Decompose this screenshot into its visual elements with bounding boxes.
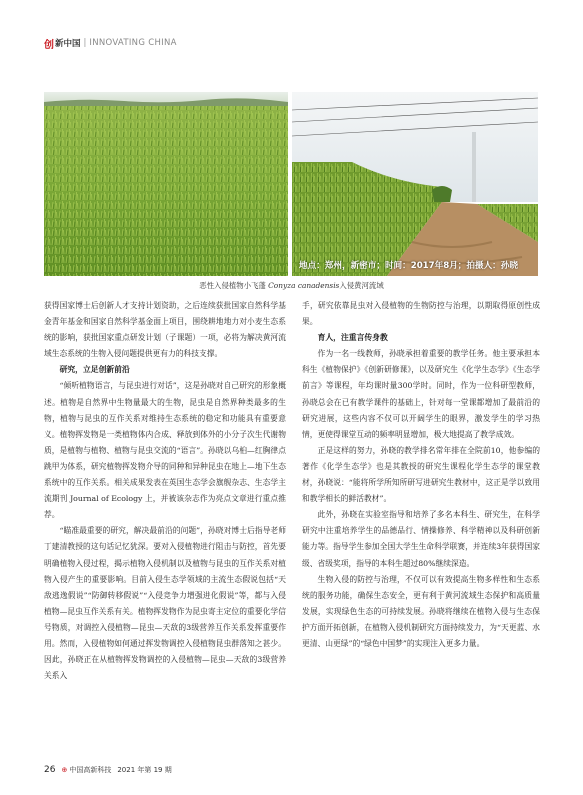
paragraph: 手，研究依靠昆虫对入侵植物的生物防控与治理，以期取得原创性成果。: [302, 301, 540, 327]
section-heading: 育人，注重言传身教: [317, 333, 388, 343]
caption-chinese-suffix: 入侵黄河流域: [339, 281, 384, 290]
caption-chinese-prefix: 恶性入侵植物小飞蓬: [199, 281, 269, 290]
page-footer: [44, 765, 172, 775]
section-heading: 研究，立足创新前沿: [59, 365, 130, 375]
paragraph: 生物入侵的防控与治理，不仅可以有效提高生物多样性和生态系统的服务功能，确保生态安全，更有利于黄河流域生态保护和高质量发展，实现绿色生态的可持续发展。孙晓将继续在植物入侵与生态保护方面开拓创新，在植物入侵机制研究方面持续发力，为“天更蓝、水更清、山更绿”的“绿色中国梦”的实现注入更多力量。: [302, 574, 540, 648]
page-header: [44, 36, 177, 50]
photo-roadside-invasion: [292, 92, 538, 276]
brand-separator: |: [83, 38, 87, 48]
article-left-column: [44, 298, 286, 684]
photo-credit: 地点：郑州，新密市；时间：2017年8月；拍摄人：孙晓: [299, 261, 518, 271]
paragraph: “瞄准最重要的研究，解决最前沿的问题”，孙晓对博士后指导老师丁建清教授的这句话记忆犹深。要对入侵植物进行阻击与防控，首先要明确植物入侵过程，揭示植物入侵机制以及植物与昆虫的互作关系对植物入侵产生的重要影响。目前入侵生态学领域的主流生态假说包括“天敌逃逸假说”“防御转移假说”“入侵竞争力增强进化假说”等，都与入侵植物—昆虫互作关系有关。植物挥发物作为昆虫寄主定位的重要化学信号物质，对调控入侵植物—昆虫—天敌的3级营养互作关系发挥重要作用。然而，入侵植物如何通过挥发物调控入侵植物昆虫群落知之甚少。因此，孙晓正在从植物挥发物调控的入侵植物—昆虫—天敌的3级营养关系入: [44, 526, 286, 681]
paragraph: 作为一名一线教师，孙晓承担着重要的教学任务。他主要承担本科生《植物保护》《创新研修课》，以及研究生《化学生态学》《生态学前言》等课程，年均课时量300学时。同时，作为一位科研型教师，孙晓总会在已有教学课件的基础上，针对每一堂课都增加了最前沿的研究进展，这些内容不仅可以开阔学生的眼界，激发学生的学习热情，更使得课堂互动的频率明显增加，极大地提高了教学成效。: [302, 349, 540, 439]
paragraph: 获得国家博士后创新人才支持计划资助，之后连续获批国家自然科学基金青年基金和国家自然科学基金面上项目，围绕耕地地力对小麦生态系统的影响，获批国家重点研发计划（子课题）一项，必将为解决黄河流域生态系统的生物入侵问题提供更有力的科技支撑。: [44, 301, 286, 359]
journal-issue: 2021 年第 19 期: [117, 766, 172, 774]
photo-conyza-field: [44, 92, 288, 276]
brand-logo-mark: 创: [44, 39, 54, 51]
brand-name: 新中国: [55, 39, 81, 49]
paragraph: 正是这样的努力，孙晓的教学排名常年排在全院前10，他参编的著作《化学生态学》也是其教授的研究生课程化学生态学的课堂教材，孙晓说：“能将所学所知所研写进研究生教材中，这正是学以致用和教学相长的鲜活教材”。: [302, 445, 540, 504]
figure-caption: [0, 280, 583, 291]
paragraph: 此外，孙晓在实验室指导和培养了多名本科生、研究生，在科学研究中注重培养学生的品德品行、情操修养、科学精神以及科研创新能力等。指导学生参加全国大学生生命科学联赛，并连续3年获得国家级、省级奖项，指导的本科生超过80%继续深造。: [302, 510, 540, 568]
journal-name: 中国高新科技: [69, 766, 112, 774]
caption-latin-name: Conyza canadensis: [268, 281, 340, 290]
journal-logo-icon: ⊕: [61, 766, 68, 774]
article-right-column: [302, 298, 540, 652]
page-number: 26: [44, 765, 56, 775]
paragraph: “倾听植物语言，与昆虫进行对话”，这是孙晓对自己研究的形象概述。植物是自然界中生物量最大的生物，昆虫是自然界种类最多的生物，植物与昆虫的互作关系对维持生态系统的稳定和功能具有重要意义。植物挥发物是一类植物体内合成、释放到体外的小分子次生代谢物质，是植物与植物、植物与昆虫交流的“语言”。孙晓以乌桕—红胸律点跳甲为体系，研究植物挥发物介导的同种和异种昆虫在地上—地下生态系统中的互作关系。相关成果发表在英国生态学会旗舰杂志、生态学主流期刊 Journal of Ecology 上，并被该杂志作为亮点文章进行重点推荐。: [44, 381, 286, 520]
brand-english-name: INNOVATING CHINA: [89, 38, 177, 48]
